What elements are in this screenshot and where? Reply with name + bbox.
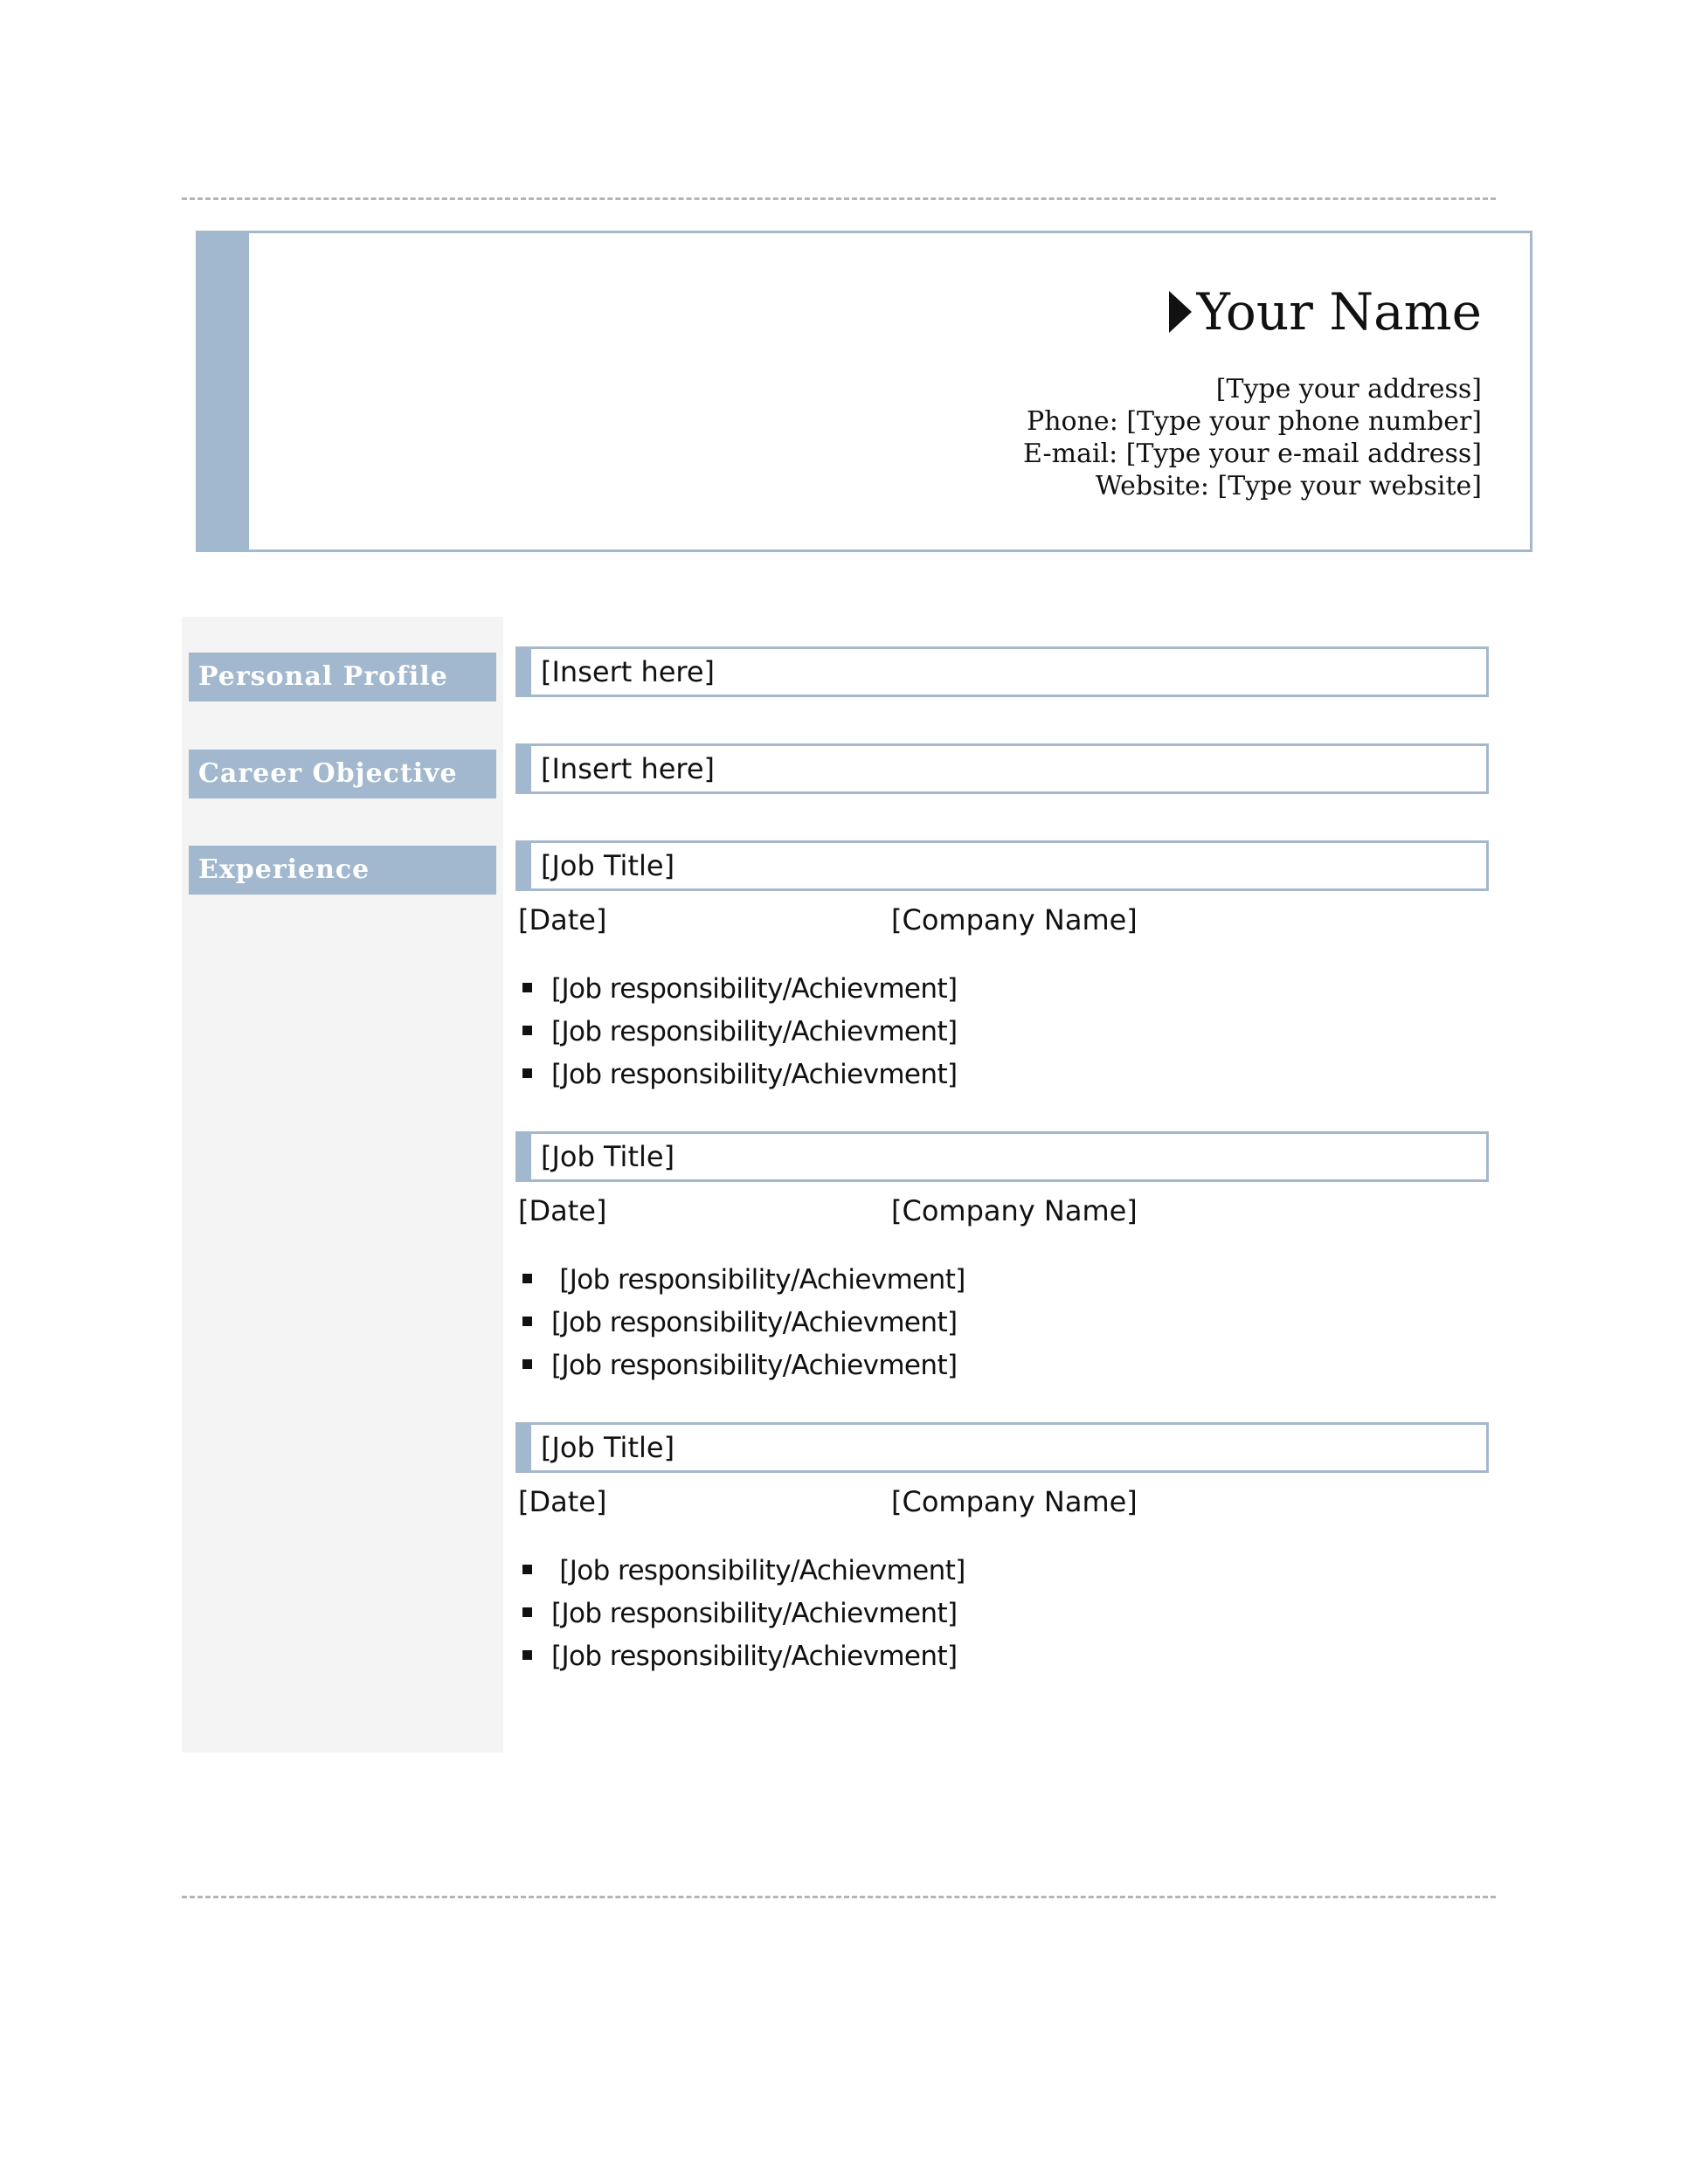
square-bullet-icon [522,1607,532,1617]
career-objective-field[interactable] [515,743,1489,794]
list-item[interactable] [521,1011,958,1054]
list-item-text: [Job responsibility/Achievment] [551,1016,958,1047]
list-item-text: [Job responsibility/Achievment] [551,973,958,1005]
square-bullet-icon [522,1317,532,1326]
list-item[interactable] [521,1550,965,1593]
square-bullet-icon [522,1359,532,1369]
list-item-text: [Job responsibility/Achievment] [551,1350,958,1381]
job-date[interactable]: [Date] [518,1485,607,1518]
bottom-dashed-rule [182,1896,1496,1898]
job-responsibility-list [521,968,958,1096]
job-title-field[interactable] [515,840,1489,891]
job-title-text[interactable]: [Job Title] [541,1140,675,1173]
list-item-text: [Job responsibility/Achievment] [551,1264,965,1296]
list-item[interactable] [521,1344,965,1387]
job-title-text[interactable]: [Job Title] [541,849,675,882]
triangle-right-icon [1169,291,1192,333]
field-accent [518,1134,531,1179]
applicant-name[interactable]: Your Name [1196,282,1482,342]
header-box [196,231,1532,552]
job-responsibility-list [521,1259,965,1387]
field-accent [518,746,531,791]
website-line[interactable]: Website: [Type your website] [1095,471,1482,501]
job-company[interactable]: [Company Name] [891,903,1138,936]
square-bullet-icon [522,1068,532,1078]
job-title-field[interactable] [515,1422,1489,1473]
list-item-text: [Job responsibility/Achievment] [551,1307,958,1338]
list-item-text: [Job responsibility/Achievment] [551,1555,965,1586]
square-bullet-icon [522,1274,532,1283]
personal-profile-field[interactable] [515,646,1489,697]
field-accent [518,649,531,695]
job-date[interactable]: [Date] [518,903,607,936]
phone-line[interactable]: Phone: [Type your phone number] [1027,406,1482,437]
square-bullet-icon [522,1565,532,1574]
list-item-text: [Job responsibility/Achievment] [551,1598,958,1629]
field-accent [518,1425,531,1470]
job-title-text[interactable]: [Job Title] [541,1431,675,1464]
list-item[interactable] [521,1259,965,1302]
list-item-text: [Job responsibility/Achievment] [551,1059,958,1090]
square-bullet-icon [522,1026,532,1035]
career-objective-text[interactable]: [Insert here] [541,752,716,785]
job-responsibility-list [521,1550,965,1678]
list-item-text: [Job responsibility/Achievment] [551,1641,958,1672]
job-company[interactable]: [Company Name] [891,1194,1138,1227]
job-title-field[interactable] [515,1131,1489,1182]
job-date[interactable]: [Date] [518,1194,607,1227]
field-accent [518,843,531,888]
list-item[interactable] [521,1054,958,1096]
header-accent-bar [198,233,249,549]
section-label-experience: Experience [189,846,496,895]
section-label-career-objective: Career Objective [189,750,496,798]
address-line[interactable]: [Type your address] [1215,374,1482,404]
email-line[interactable]: E-mail: [Type your e-mail address] [1023,439,1482,469]
list-item[interactable] [521,1302,965,1344]
square-bullet-icon [522,983,532,992]
section-label-personal-profile: Personal Profile [189,653,496,702]
list-item[interactable] [521,1593,965,1635]
contact-block [1023,373,1482,502]
list-item[interactable] [521,968,958,1011]
list-item[interactable] [521,1635,965,1678]
square-bullet-icon [522,1650,532,1660]
top-dashed-rule [182,197,1496,200]
name-line [1169,282,1482,342]
job-company[interactable]: [Company Name] [891,1485,1138,1518]
personal-profile-text[interactable]: [Insert here] [541,655,716,688]
